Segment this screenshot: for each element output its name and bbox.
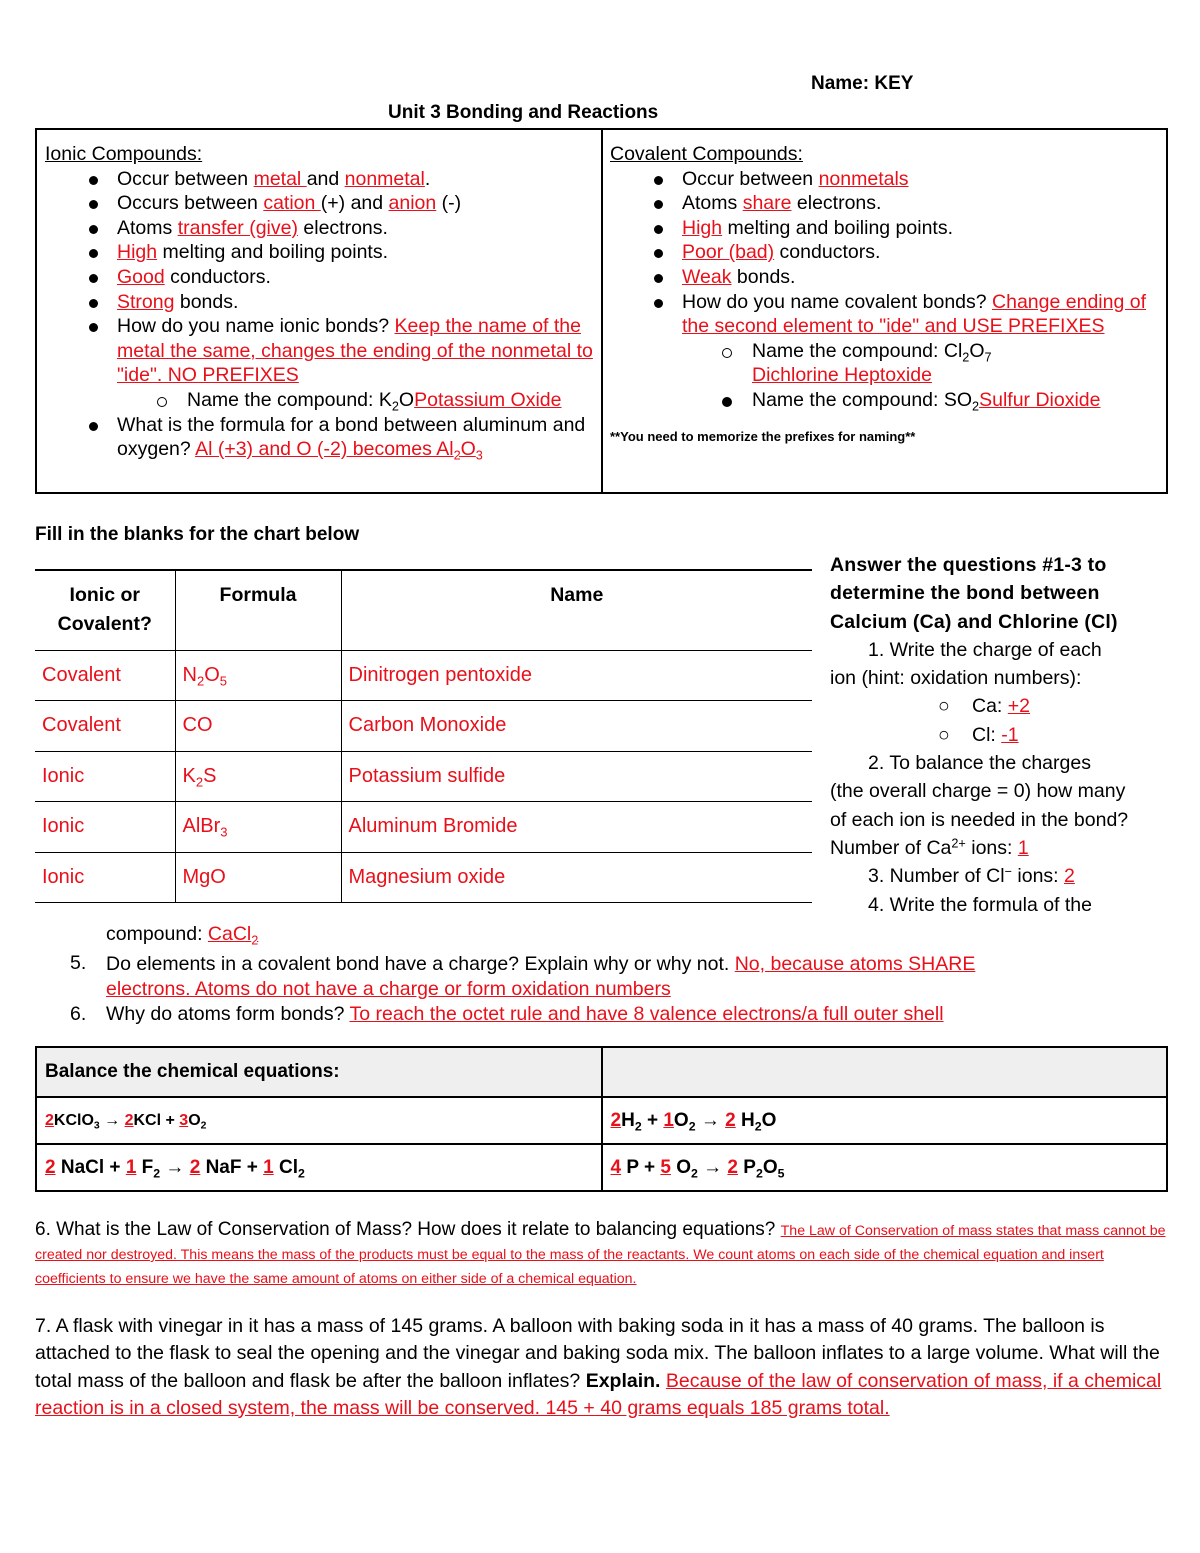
name-cell: Aluminum Bromide bbox=[341, 802, 812, 853]
balance-heading: Balance the chemical equations: bbox=[36, 1047, 602, 1097]
covalent-item: Weak bonds. bbox=[610, 265, 1160, 290]
student-name: Name: KEY bbox=[811, 73, 914, 94]
table-row bbox=[36, 1097, 1167, 1144]
formula-cell: $N_2O_5$ bbox=[175, 650, 341, 701]
covalent-item: Poor (bad) conductors. bbox=[610, 240, 1160, 265]
covalent-heading: Covalent Compounds: bbox=[610, 143, 803, 165]
ionic-item: Occurs between cation (+) and anion (-) bbox=[45, 191, 595, 216]
bond-type-cell: Covalent bbox=[35, 650, 175, 701]
table-row bbox=[35, 650, 812, 701]
conservation-question: 6. What is the Law of Conservation of Mass? How does it relate to balancing equations? The Law of Conservation of mass states that mass cannot be created nor destroyed. This means the mass of the products must be equal to the mass of the reactants. We count atoms on each side of the chemical equation and insert coefficients to ensure we have the same amount of atoms on either side of a chemical equation. bbox=[35, 1219, 1166, 1287]
table-row bbox=[35, 701, 812, 752]
column-divider bbox=[601, 130, 603, 492]
question-2-cont: (the overall charge = 0) how many bbox=[830, 780, 1126, 803]
formula-cell: AlBr$_3$ bbox=[175, 802, 341, 853]
page-title: Unit 3 Bonding and Reactions bbox=[388, 102, 659, 123]
compound-comparison-box bbox=[35, 128, 1168, 494]
question-5-number: 5. bbox=[70, 952, 87, 974]
questions-heading: Answer the questions #1-3 to determine the bond between Calcium (Ca) and Chlorine (Cl) bbox=[830, 554, 1118, 633]
covalent-list bbox=[610, 167, 1160, 413]
question-2-cont: of each ion is needed in the bond? bbox=[830, 808, 1129, 831]
question-1: 1. Write the charge of each bbox=[868, 638, 1102, 661]
ca-charge: ○ Ca: +2 bbox=[938, 695, 1030, 718]
question-1-cont: ion (hint: oxidation numbers): bbox=[830, 667, 1082, 690]
ionic-list bbox=[45, 167, 595, 462]
covalent-item: High melting and boiling points. bbox=[610, 216, 1160, 241]
ionic-subitem: Name the compound: $K_2OPotassium$ Oxide bbox=[45, 388, 595, 413]
question-4: 4. Write the formula of the bbox=[868, 893, 1092, 916]
bond-type-cell: Ionic bbox=[35, 751, 175, 802]
question-3: 3. Number of Cl− ions: 2 bbox=[868, 864, 1075, 888]
name-cell: Carbon Monoxide bbox=[341, 701, 812, 752]
ionic-item: Good conductors. bbox=[45, 265, 595, 290]
ionic-item: High melting and boiling points. bbox=[45, 240, 595, 265]
prefix-memo: **You need to memorize the prefixes for naming** bbox=[610, 428, 916, 444]
formula-cell: $K_2S$ bbox=[175, 751, 341, 802]
covalent-subitem: Name the compound: $Cl_2O_7$ Dichlorine Heptoxide bbox=[610, 339, 1160, 388]
compound-chart bbox=[35, 569, 812, 903]
balance-equations-table bbox=[35, 1046, 1168, 1192]
calcium-chlorine-questions bbox=[830, 551, 1170, 919]
flask-question: 7. A flask with vinegar in it has a mass of 145 grams. A balloon with baking soda in it has a mass of 40 grams. The balloon is attached to the flask to seal the opening and the vinegar and baking soda mix. The balloon inflates to a large volume. What will the total mass of the balloon and flask be after the balloon inflates? Explain. Because of the law of conservation of mass, if a chemical reaction is in a closed system, the mass will be conserved. 145 + 40 grams equals 185 grams total. bbox=[35, 1315, 1162, 1419]
ionic-heading: Ionic Compounds: bbox=[45, 143, 203, 165]
chart-header: Name bbox=[341, 570, 812, 650]
ionic-item: What is the formula for a bond between aluminum and oxygen? Al (+3) and O (-2) becomes $Al_2O_3$ bbox=[45, 413, 595, 462]
question-4-answer: compound: CaCl$_2$ bbox=[106, 923, 259, 948]
bond-type-cell: Ionic bbox=[35, 852, 175, 903]
question-2: 2. To balance the charges bbox=[868, 752, 1091, 775]
table-row bbox=[35, 751, 812, 802]
ionic-item: Occur between metal and nonmetal. bbox=[45, 167, 595, 192]
chart-header: Ionic or Covalent? bbox=[35, 570, 175, 650]
ca-ion-count: Number of $Ca^{2+}$ ions: 1 bbox=[830, 836, 1029, 859]
formula-cell: MgO bbox=[175, 852, 341, 903]
covalent-column bbox=[610, 142, 1160, 449]
ionic-item: How do you name ionic bonds? Keep the name of the metal the same, changes the ending of the nonmetal to "ide". NO PREFIXES bbox=[45, 314, 595, 388]
covalent-subitem: Name the compound: $SO_2Sulfur$ Dioxide bbox=[610, 388, 1160, 413]
covalent-item: How do you name covalent bonds? Change ending of the second element to "ide" and USE PREFIXES bbox=[610, 290, 1160, 339]
ionic-item: Strong bonds. bbox=[45, 290, 595, 315]
equation-nacl: 2 NaCl + 1 $F_2 \to 2$ NaF + 1 $Cl_2$ bbox=[36, 1144, 602, 1191]
ionic-column bbox=[45, 142, 595, 462]
chart-header-row bbox=[35, 570, 812, 650]
name-cell: Magnesium oxide bbox=[341, 852, 812, 903]
covalent-item: Atoms share electrons. bbox=[610, 191, 1160, 216]
formula-cell: CO bbox=[175, 701, 341, 752]
table-row bbox=[35, 852, 812, 903]
question-6: Why do atoms form bonds? To reach the octet rule and have 8 valence electrons/a full outer shell bbox=[106, 1003, 944, 1025]
question-6-number: 6. bbox=[70, 1003, 87, 1025]
bond-type-cell: Ionic bbox=[35, 802, 175, 853]
ionic-item: Atoms transfer (give) electrons. bbox=[45, 216, 595, 241]
equation-kclo3: 2KClO$_3$ → $2KCl + 3O_2$ bbox=[36, 1097, 602, 1144]
cl-charge: ○ Cl: -1 bbox=[938, 723, 1019, 746]
name-cell: Potassium sulfide bbox=[341, 751, 812, 802]
equation-water: $2H_2 + 1O_2 \to 2$ $H_2O$ bbox=[602, 1097, 1168, 1144]
name-cell: Dinitrogen pentoxide bbox=[341, 650, 812, 701]
chart-header: Formula bbox=[175, 570, 341, 650]
covalent-item: Occur between nonmetals bbox=[610, 167, 1160, 192]
balance-header-blank bbox=[602, 1047, 1168, 1097]
table-row bbox=[36, 1144, 1167, 1191]
balance-header-row bbox=[36, 1047, 1167, 1097]
chart-instructions: Fill in the blanks for the chart below bbox=[35, 524, 360, 545]
question-5: Do elements in a covalent bond have a charge? Explain why or why not. No, because atoms SHARE electrons. Atoms do not have a charge or form oxidation numbers bbox=[106, 953, 976, 1000]
table-row bbox=[35, 802, 812, 853]
equation-p2o5: 4 P + 5 $O_2 \to 2$ $P_2O_5$ bbox=[602, 1144, 1168, 1191]
bond-type-cell: Covalent bbox=[35, 701, 175, 752]
